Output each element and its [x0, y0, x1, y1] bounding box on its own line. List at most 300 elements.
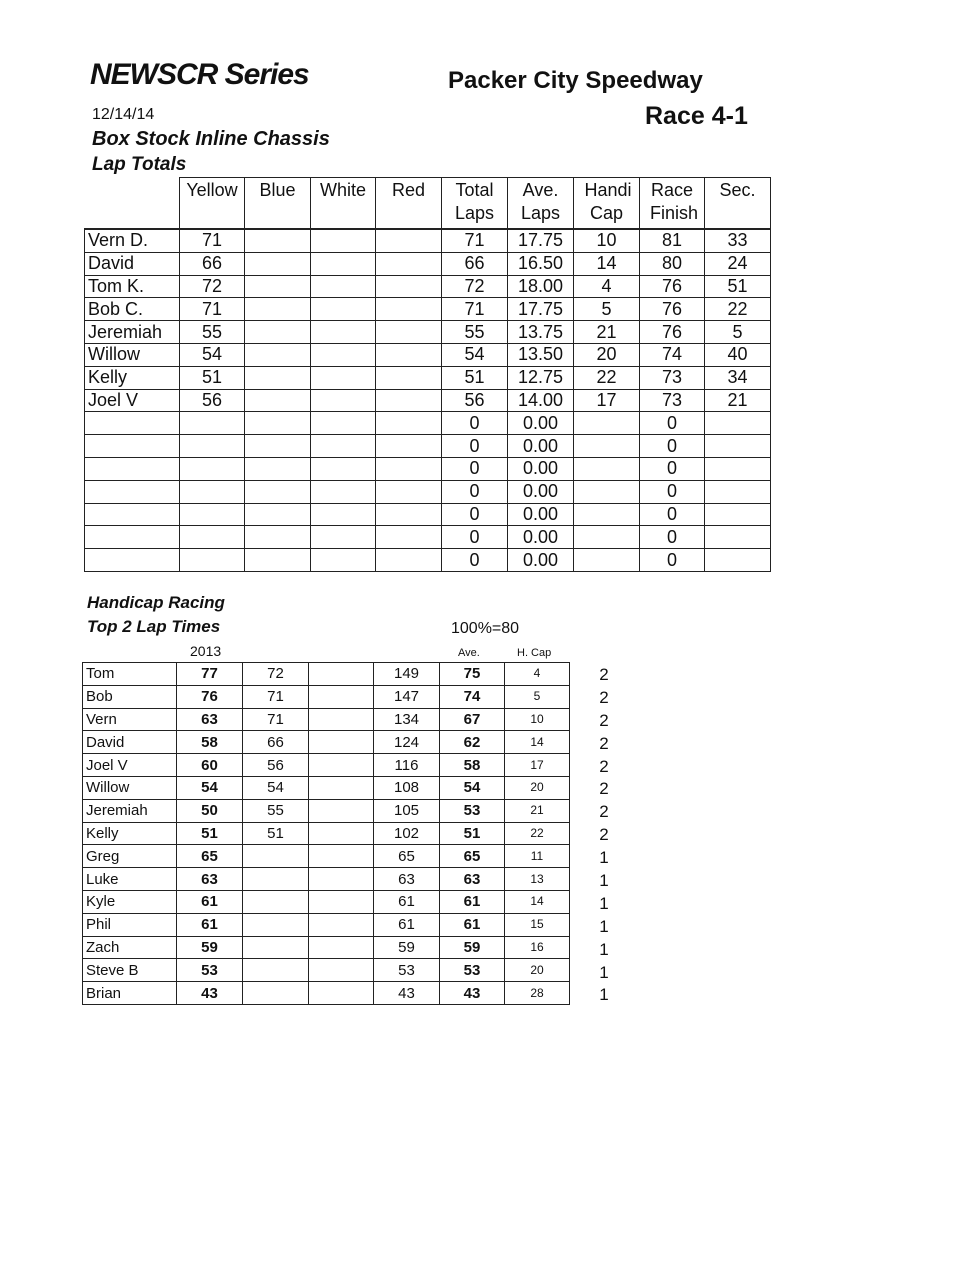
- table-row: [85, 526, 771, 549]
- cell-hcap: 21: [505, 799, 570, 822]
- table-row: [85, 480, 771, 503]
- table-row: [83, 731, 570, 754]
- cell-ave: 43: [440, 982, 505, 1005]
- cell-lap2: [243, 890, 309, 913]
- cell-total: 0: [442, 526, 508, 549]
- cell-sum: 108: [374, 776, 440, 799]
- cell-lap1: 63: [177, 868, 243, 891]
- cell-name: Joel V: [85, 389, 180, 412]
- header-blue: Blue: [245, 178, 311, 230]
- cell-ave: 18.00: [508, 275, 574, 298]
- table-row: [83, 845, 570, 868]
- cell-red: [376, 343, 442, 366]
- cell-yellow: 72: [180, 275, 245, 298]
- cell-ave: 54: [440, 776, 505, 799]
- header-sec: Sec.: [705, 178, 771, 230]
- cell-blank: [309, 982, 374, 1005]
- cell-blue: [245, 480, 311, 503]
- cell-ave: 0.00: [508, 480, 574, 503]
- cell-ave: 61: [440, 890, 505, 913]
- cell-white: [311, 412, 376, 435]
- table-row: [83, 776, 570, 799]
- cell-hcap: 14: [505, 890, 570, 913]
- cell-ave: 13.50: [508, 343, 574, 366]
- cell-ave: 65: [440, 845, 505, 868]
- cell-name: Willow: [85, 343, 180, 366]
- table-row: [85, 503, 771, 526]
- cell-ave: 51: [440, 822, 505, 845]
- cell-finish: 0: [640, 480, 705, 503]
- cell-handicap: 10: [574, 229, 640, 252]
- cell-sum: 59: [374, 936, 440, 959]
- cell-sec: [705, 412, 771, 435]
- cell-name: David: [83, 731, 177, 754]
- cell-red: [376, 321, 442, 344]
- cell-finish: 0: [640, 457, 705, 480]
- cell-hcap: 5: [505, 685, 570, 708]
- cell-white: [311, 366, 376, 389]
- table-row: [85, 298, 771, 321]
- cell-sec: [705, 435, 771, 458]
- cell-red: [376, 457, 442, 480]
- cell-finish: 0: [640, 503, 705, 526]
- table-row: [85, 275, 771, 298]
- cell-total: 55: [442, 321, 508, 344]
- cell-handicap: [574, 549, 640, 572]
- cell-ave: 61: [440, 913, 505, 936]
- lap-count: 2: [599, 825, 609, 845]
- year-label: 2013: [190, 643, 222, 659]
- cell-white: [311, 435, 376, 458]
- cell-name: [85, 435, 180, 458]
- cell-name: Kelly: [85, 366, 180, 389]
- cell-yellow: 71: [180, 229, 245, 252]
- cell-finish: 0: [640, 526, 705, 549]
- race-number: Race 4-1: [645, 102, 748, 130]
- cell-name: Jeremiah: [85, 321, 180, 344]
- cell-name: [85, 457, 180, 480]
- cell-name: [85, 503, 180, 526]
- header-ave-laps-text: Ave. Laps: [520, 180, 561, 223]
- cell-sum: 105: [374, 799, 440, 822]
- cell-white: [311, 526, 376, 549]
- cell-name: Tom: [83, 663, 177, 686]
- cell-sum: 102: [374, 822, 440, 845]
- lap-count: 2: [599, 802, 609, 822]
- cell-blue: [245, 435, 311, 458]
- cell-white: [311, 549, 376, 572]
- cell-lap1: 43: [177, 982, 243, 1005]
- cell-ave: 17.75: [508, 298, 574, 321]
- cell-yellow: 55: [180, 321, 245, 344]
- cell-handicap: 21: [574, 321, 640, 344]
- cell-hcap: 15: [505, 913, 570, 936]
- cell-total: 0: [442, 480, 508, 503]
- cell-lap1: 61: [177, 913, 243, 936]
- cell-handicap: [574, 457, 640, 480]
- cell-sec: 34: [705, 366, 771, 389]
- table-row: [83, 890, 570, 913]
- cell-hcap: 28: [505, 982, 570, 1005]
- cell-yellow: [180, 526, 245, 549]
- cell-ave: 74: [440, 685, 505, 708]
- cell-total: 0: [442, 435, 508, 458]
- lap-count: 1: [599, 916, 609, 936]
- cell-hcap: 11: [505, 845, 570, 868]
- cell-handicap: 14: [574, 252, 640, 275]
- cell-total: 0: [442, 457, 508, 480]
- cell-sec: [705, 526, 771, 549]
- cell-lap1: 63: [177, 708, 243, 731]
- cell-ave: 12.75: [508, 366, 574, 389]
- cell-total: 72: [442, 275, 508, 298]
- cell-ave: 0.00: [508, 526, 574, 549]
- cell-blank: [309, 799, 374, 822]
- cell-lap1: 77: [177, 663, 243, 686]
- cell-lap2: 55: [243, 799, 309, 822]
- header-handicap-text: Handi Cap: [584, 180, 632, 223]
- cell-name: Vern: [83, 708, 177, 731]
- cell-sum: 124: [374, 731, 440, 754]
- cell-hcap: 10: [505, 708, 570, 731]
- cell-blank: [309, 890, 374, 913]
- cell-red: [376, 480, 442, 503]
- cell-ave: 75: [440, 663, 505, 686]
- cell-handicap: [574, 412, 640, 435]
- cell-hcap: 17: [505, 754, 570, 777]
- cell-blank: [309, 685, 374, 708]
- cell-hcap: 20: [505, 959, 570, 982]
- cell-hcap: 22: [505, 822, 570, 845]
- cell-handicap: [574, 435, 640, 458]
- cell-yellow: 54: [180, 343, 245, 366]
- cell-name: Tom K.: [85, 275, 180, 298]
- cell-lap2: 71: [243, 685, 309, 708]
- lap-count: 2: [599, 733, 609, 753]
- cell-sec: [705, 549, 771, 572]
- cell-lap1: 53: [177, 959, 243, 982]
- handicap-table: [82, 662, 570, 1005]
- cell-red: [376, 229, 442, 252]
- cell-lap1: 61: [177, 890, 243, 913]
- header-race-finish: [640, 178, 705, 230]
- cell-ave: 0.00: [508, 549, 574, 572]
- cell-handicap: 4: [574, 275, 640, 298]
- cell-lap1: 58: [177, 731, 243, 754]
- cell-lap1: 54: [177, 776, 243, 799]
- cell-sec: [705, 503, 771, 526]
- header-red: Red: [376, 178, 442, 230]
- cell-red: [376, 252, 442, 275]
- cell-handicap: [574, 526, 640, 549]
- cell-red: [376, 275, 442, 298]
- cell-ave: 0.00: [508, 412, 574, 435]
- cell-blank: [309, 754, 374, 777]
- cell-lap2: [243, 936, 309, 959]
- cell-total: 0: [442, 412, 508, 435]
- cell-total: 71: [442, 298, 508, 321]
- cell-handicap: 20: [574, 343, 640, 366]
- cell-ave: 16.50: [508, 252, 574, 275]
- cell-sec: 33: [705, 229, 771, 252]
- table-row: [85, 252, 771, 275]
- cell-name: Luke: [83, 868, 177, 891]
- cell-yellow: 66: [180, 252, 245, 275]
- cell-name: Zach: [83, 936, 177, 959]
- cell-finish: 81: [640, 229, 705, 252]
- header-race-finish-text: Race Finish: [650, 180, 699, 223]
- cell-hcap: 16: [505, 936, 570, 959]
- cell-total: 51: [442, 366, 508, 389]
- lap-count: 2: [599, 710, 609, 730]
- cell-lap1: 59: [177, 936, 243, 959]
- lap-totals-table: [84, 177, 771, 572]
- lap-count: 2: [599, 756, 609, 776]
- cell-sec: 24: [705, 252, 771, 275]
- cell-name: Joel V: [83, 754, 177, 777]
- cell-white: [311, 229, 376, 252]
- cell-name: Kyle: [83, 890, 177, 913]
- cell-lap2: 56: [243, 754, 309, 777]
- cell-lap1: 50: [177, 799, 243, 822]
- cell-white: [311, 389, 376, 412]
- cell-lap2: 54: [243, 776, 309, 799]
- handicap-note: 100%=80: [451, 620, 520, 637]
- cell-sum: 61: [374, 890, 440, 913]
- cell-name: David: [85, 252, 180, 275]
- hcap-label: H. Cap: [517, 647, 552, 659]
- cell-name: Brian: [83, 982, 177, 1005]
- cell-sec: 5: [705, 321, 771, 344]
- cell-finish: 74: [640, 343, 705, 366]
- cell-blue: [245, 366, 311, 389]
- section-title-handicap: Handicap Racing: [87, 593, 225, 612]
- cell-blue: [245, 252, 311, 275]
- cell-sec: 51: [705, 275, 771, 298]
- cell-lap2: 71: [243, 708, 309, 731]
- header-total-laps-text: Total Laps: [454, 180, 495, 223]
- cell-yellow: [180, 480, 245, 503]
- cell-ave: 59: [440, 936, 505, 959]
- cell-white: [311, 457, 376, 480]
- cell-ave: 67: [440, 708, 505, 731]
- cell-total: 0: [442, 549, 508, 572]
- cell-sum: 116: [374, 754, 440, 777]
- cell-handicap: 17: [574, 389, 640, 412]
- cell-finish: 73: [640, 366, 705, 389]
- cell-name: Bob: [83, 685, 177, 708]
- table-row: [83, 936, 570, 959]
- header-ave-laps: [508, 178, 574, 230]
- cell-sum: 63: [374, 868, 440, 891]
- cell-sec: 40: [705, 343, 771, 366]
- cell-blank: [309, 708, 374, 731]
- ave-label: Ave.: [458, 647, 480, 659]
- table-row: [83, 799, 570, 822]
- cell-hcap: 13: [505, 868, 570, 891]
- section-title-lap-totals: Lap Totals: [92, 154, 187, 175]
- cell-ave: 0.00: [508, 457, 574, 480]
- table-row: [83, 708, 570, 731]
- cell-lap2: [243, 982, 309, 1005]
- table-row: [83, 982, 570, 1005]
- cell-handicap: 5: [574, 298, 640, 321]
- cell-blue: [245, 298, 311, 321]
- cell-lap2: [243, 845, 309, 868]
- cell-ave: 0.00: [508, 435, 574, 458]
- table-row: [85, 343, 771, 366]
- cell-red: [376, 412, 442, 435]
- cell-finish: 76: [640, 275, 705, 298]
- cell-blue: [245, 343, 311, 366]
- cell-ave: 14.00: [508, 389, 574, 412]
- cell-white: [311, 343, 376, 366]
- cell-name: Willow: [83, 776, 177, 799]
- table-row: [83, 913, 570, 936]
- cell-lap1: 51: [177, 822, 243, 845]
- cell-sec: [705, 480, 771, 503]
- cell-blank: [309, 913, 374, 936]
- cell-white: [311, 321, 376, 344]
- cell-lap1: 76: [177, 685, 243, 708]
- cell-yellow: [180, 435, 245, 458]
- cell-yellow: [180, 457, 245, 480]
- lap-totals-header-row: [85, 178, 771, 230]
- section-subtitle-top-laps: Top 2 Lap Times: [87, 617, 221, 636]
- cell-sum: 147: [374, 685, 440, 708]
- cell-name: Bob C.: [85, 298, 180, 321]
- cell-sum: 61: [374, 913, 440, 936]
- cell-yellow: 71: [180, 298, 245, 321]
- cell-ave: 53: [440, 959, 505, 982]
- lap-count: 1: [599, 893, 609, 913]
- cell-blue: [245, 229, 311, 252]
- table-row: [85, 412, 771, 435]
- table-row: [83, 868, 570, 891]
- table-row: [85, 457, 771, 480]
- cell-white: [311, 298, 376, 321]
- cell-lap1: 60: [177, 754, 243, 777]
- cell-blank: [309, 663, 374, 686]
- cell-name: Jeremiah: [83, 799, 177, 822]
- cell-blank: [309, 845, 374, 868]
- cell-sum: 149: [374, 663, 440, 686]
- cell-red: [376, 298, 442, 321]
- cell-ave: 63: [440, 868, 505, 891]
- header-yellow: Yellow: [180, 178, 245, 230]
- cell-ave: 13.75: [508, 321, 574, 344]
- cell-red: [376, 526, 442, 549]
- cell-blue: [245, 412, 311, 435]
- cell-lap2: [243, 868, 309, 891]
- cell-name: [85, 412, 180, 435]
- cell-finish: 0: [640, 435, 705, 458]
- cell-name: Kelly: [83, 822, 177, 845]
- cell-lap2: 51: [243, 822, 309, 845]
- cell-lap2: [243, 959, 309, 982]
- cell-yellow: [180, 549, 245, 572]
- cell-blank: [309, 731, 374, 754]
- cell-white: [311, 480, 376, 503]
- cell-lap1: 65: [177, 845, 243, 868]
- lap-count: 1: [599, 848, 609, 868]
- cell-total: 0: [442, 503, 508, 526]
- lap-count: 1: [599, 962, 609, 982]
- class-name: Box Stock Inline Chassis: [92, 128, 330, 150]
- cell-sum: 53: [374, 959, 440, 982]
- cell-handicap: 22: [574, 366, 640, 389]
- lap-count: 1: [599, 985, 609, 1005]
- cell-hcap: 14: [505, 731, 570, 754]
- cell-red: [376, 503, 442, 526]
- lap-count: 2: [599, 665, 609, 684]
- cell-yellow: [180, 412, 245, 435]
- lap-count: 1: [599, 939, 609, 959]
- table-row: [85, 321, 771, 344]
- cell-handicap: [574, 503, 640, 526]
- table-row: [85, 435, 771, 458]
- cell-finish: 80: [640, 252, 705, 275]
- cell-blank: [309, 822, 374, 845]
- series-title: NEWSCR Series: [90, 58, 309, 91]
- cell-hcap: 20: [505, 776, 570, 799]
- table-row: [83, 663, 570, 686]
- cell-blue: [245, 526, 311, 549]
- cell-handicap: [574, 480, 640, 503]
- cell-name: [85, 549, 180, 572]
- cell-sum: 43: [374, 982, 440, 1005]
- cell-yellow: 56: [180, 389, 245, 412]
- cell-sec: 22: [705, 298, 771, 321]
- table-row: [83, 822, 570, 845]
- table-row: [83, 959, 570, 982]
- cell-red: [376, 549, 442, 572]
- lap-count: 2: [599, 779, 609, 799]
- cell-finish: 0: [640, 412, 705, 435]
- cell-blue: [245, 321, 311, 344]
- cell-blue: [245, 389, 311, 412]
- track-name: Packer City Speedway: [448, 67, 703, 94]
- table-row: [83, 754, 570, 777]
- cell-ave: 58: [440, 754, 505, 777]
- table-row: [85, 366, 771, 389]
- table-row: [83, 685, 570, 708]
- cell-lap2: 72: [243, 663, 309, 686]
- race-date: 12/14/14: [92, 106, 155, 123]
- cell-red: [376, 435, 442, 458]
- cell-blank: [309, 959, 374, 982]
- cell-sec: 21: [705, 389, 771, 412]
- cell-white: [311, 275, 376, 298]
- table-row: [85, 389, 771, 412]
- cell-blue: [245, 549, 311, 572]
- table-row: [85, 549, 771, 572]
- cell-ave: 53: [440, 799, 505, 822]
- header-handicap: [574, 178, 640, 230]
- cell-total: 56: [442, 389, 508, 412]
- cell-ave: 0.00: [508, 503, 574, 526]
- cell-ave: 62: [440, 731, 505, 754]
- cell-white: [311, 252, 376, 275]
- cell-sum: 134: [374, 708, 440, 731]
- lap-count: 2: [599, 687, 609, 707]
- cell-blank: [309, 776, 374, 799]
- table-row: [85, 229, 771, 252]
- cell-sec: [705, 457, 771, 480]
- cell-name: Greg: [83, 845, 177, 868]
- cell-total: 54: [442, 343, 508, 366]
- cell-lap2: 66: [243, 731, 309, 754]
